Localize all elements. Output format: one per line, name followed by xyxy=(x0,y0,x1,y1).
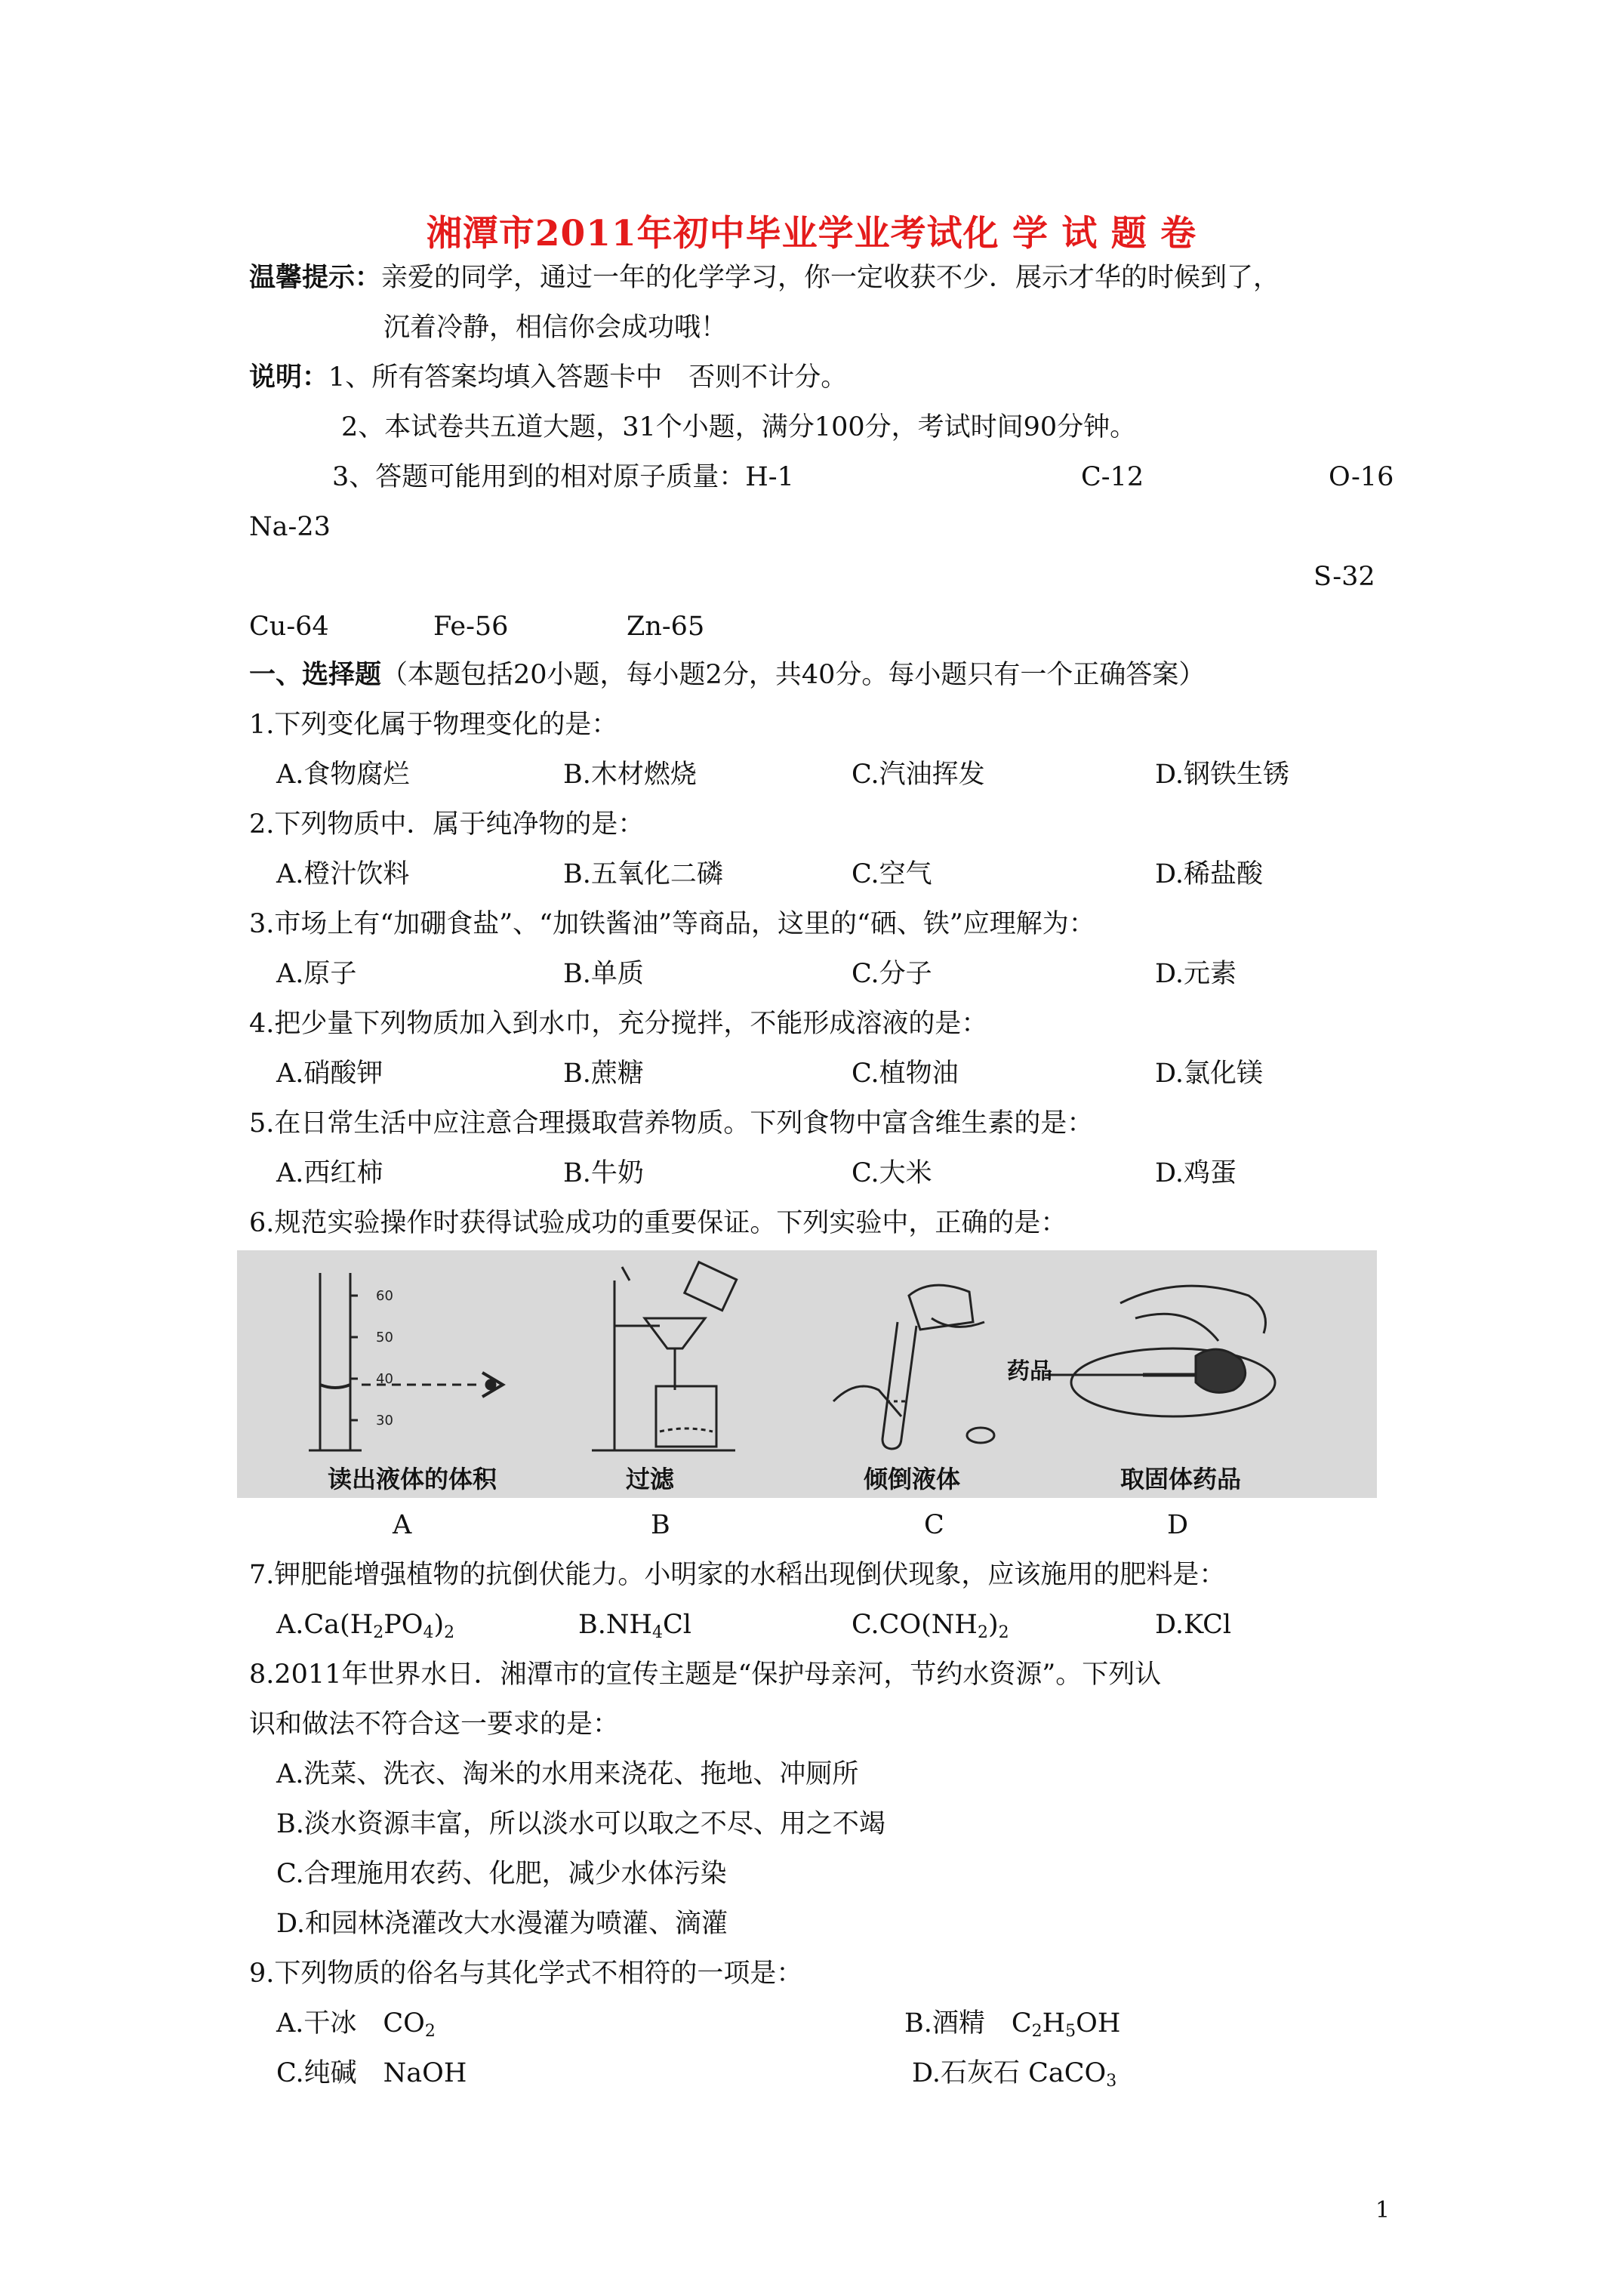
tip-line-2: 沉着冷静，相信你会成功哦！ xyxy=(383,313,728,343)
q2-option-c: C.空气 xyxy=(852,859,932,889)
mass-fe: Fe-56 xyxy=(433,612,509,642)
mass-zn: Zn-65 xyxy=(627,612,705,642)
tick-40: 40 xyxy=(376,1371,393,1387)
tip-label: 温馨提示： xyxy=(249,262,382,293)
q2-option-b: B.五氧化二磷 xyxy=(563,859,723,889)
q3-option-c: C.分子 xyxy=(852,959,932,989)
mass-c: C-12 xyxy=(1081,462,1144,492)
q5-option-a: A.西红柿 xyxy=(276,1158,383,1188)
filtration-illustration xyxy=(592,1262,737,1450)
q7-c-part1: C.CO(NH xyxy=(852,1610,978,1640)
q6-stem: 6.规范实验操作时获得试验成功的重要保证。下列实验中，正确的是： xyxy=(249,1208,1067,1238)
q8-option-a: A.洗菜、洗衣、淘米的水用来浇花、拖地、冲厕所 xyxy=(276,1759,859,1789)
q9-a-sub1: 2 xyxy=(424,2022,436,2041)
caption-d: 取固体药品 xyxy=(1120,1465,1242,1493)
tick-50: 50 xyxy=(376,1330,393,1345)
q6-option-b: B xyxy=(651,1510,670,1540)
q5-option-c: C.大米 xyxy=(852,1158,932,1188)
q3-stem: 3.市场上有“加硼食盐”、“加铁酱油”等商品，这里的“硒、铁”应理解为： xyxy=(249,909,1095,939)
q4-option-c: C.植物油 xyxy=(852,1059,959,1089)
q2-stem: 2.下列物质中．属于纯净物的是： xyxy=(249,809,645,840)
note-3: 3、答题可能用到的相对原子质量：H-1 xyxy=(332,462,794,492)
q7-a-part1: A.Ca(H xyxy=(276,1610,374,1640)
note-1: 1、所有答案均填入答题卡中 否则不计分。 xyxy=(328,362,848,393)
q2-option-d: D.稀盐酸 xyxy=(1155,859,1263,889)
drug-label: 药品 xyxy=(1007,1358,1052,1385)
mass-o: O-16 xyxy=(1329,462,1394,492)
q7-option-b xyxy=(578,1607,691,1651)
q8-stem-1: 8.2011年世界水日．湘潭市的宣传主题是“保护母亲河，节约水资源”。下列认 xyxy=(249,1660,1162,1690)
solid-drug-illustration xyxy=(1045,1286,1275,1416)
q6-option-c: C xyxy=(924,1510,944,1540)
q7-c-sub2: 2 xyxy=(998,1623,1009,1642)
caption-a: 读出液体的体积 xyxy=(328,1465,497,1493)
pouring-illustration xyxy=(833,1285,994,1449)
q3-option-b: B.单质 xyxy=(563,959,644,989)
q7-a-part2: PO xyxy=(383,1610,423,1640)
q8-option-b: B.淡水资源丰富，所以淡水可以取之不尽、用之不竭 xyxy=(276,1809,885,1839)
q5-option-b: B.牛奶 xyxy=(563,1158,644,1188)
q9-b-part2: H xyxy=(1042,2008,1066,2039)
q1-option-a: A.食物腐烂 xyxy=(276,760,410,790)
q7-option-a xyxy=(276,1607,454,1651)
mass-s: S-32 xyxy=(1313,562,1375,592)
note-2: 2、本试卷共五道大题，31个小题，满分100分，考试时间90分钟。 xyxy=(341,412,1137,442)
q8-option-c: C.合理施用农药、化肥，减少水体污染 xyxy=(276,1859,727,1889)
q1-option-b: B.木材燃烧 xyxy=(563,760,697,790)
q5-option-d: D.鸡蛋 xyxy=(1155,1158,1236,1188)
q9-b-sub2: 5 xyxy=(1065,2022,1076,2041)
page-title: 湘潭市2011年初中毕业学业考试化 学 试 题 卷 xyxy=(426,213,1197,254)
q2-option-a: A.橙汁饮料 xyxy=(276,859,410,889)
q7-option-d: D.KCl xyxy=(1155,1610,1232,1640)
q7-a-sub1: 2 xyxy=(373,1623,384,1642)
q1-stem: 1.下列变化属于物理变化的是： xyxy=(249,710,618,740)
q6-option-a: A xyxy=(393,1510,412,1540)
q7-option-c xyxy=(852,1607,1009,1651)
q7-b-sub1: 4 xyxy=(652,1623,663,1642)
tick-60: 60 xyxy=(376,1288,393,1304)
note-label: 说明： xyxy=(249,362,329,393)
q6-option-d: D xyxy=(1167,1510,1189,1540)
q7-a-sub2: 4 xyxy=(423,1623,434,1642)
caption-c: 倾倒液体 xyxy=(864,1465,961,1493)
q8-stem-2: 识和做法不符合这一要求的是： xyxy=(249,1709,620,1740)
q4-option-b: B.蔗糖 xyxy=(563,1059,644,1089)
q9-b-part1: B.酒精 C xyxy=(904,2008,1032,2039)
q4-stem: 4.把少量下列物质加入到水巾，充分搅拌，不能形成溶液的是： xyxy=(249,1009,988,1039)
q9-stem: 9.下列物质的俗名与其化学式不相符的一项是： xyxy=(249,1959,803,1989)
q4-option-d: D.氯化镁 xyxy=(1155,1059,1263,1089)
mass-na: Na-23 xyxy=(249,512,331,542)
q9-b-part3: OH xyxy=(1076,2008,1121,2039)
q7-a-sub3: 2 xyxy=(444,1623,455,1642)
q9-option-c: C.纯碱 NaOH xyxy=(276,2058,467,2088)
q5-stem: 5.在日常生活中应注意合理摄取营养物质。下列食物中富含维生素的是： xyxy=(249,1108,1094,1139)
q9-b-sub1: 2 xyxy=(1031,2022,1042,2041)
q7-stem: 7.钾肥能增强植物的抗倒伏能力。小明家的水稻出现倒伏现象，应该施用的肥料是： xyxy=(249,1560,1226,1590)
caption-b: 过滤 xyxy=(626,1465,675,1493)
q9-option-d xyxy=(912,2055,1116,2100)
q7-c-sub1: 2 xyxy=(977,1623,988,1642)
q7-a-part3: ) xyxy=(433,1610,445,1640)
q8-option-d: D.和园林浇灌改大水漫灌为喷灌、滴灌 xyxy=(276,1909,728,1939)
page-number: 1 xyxy=(1375,2197,1390,2224)
q3-option-d: D.元素 xyxy=(1155,959,1236,989)
note-line-1 xyxy=(249,359,847,396)
section-1-desc: （本题包括20小题，每小题2分，共40分。每小题只有一个正确答案） xyxy=(381,660,1206,690)
q4-option-a: A.硝酸钾 xyxy=(276,1059,383,1089)
q1-option-d: D.钢铁生锈 xyxy=(1155,760,1289,790)
tip-text-1: 亲爱的同学，通过一年的化学学习，你一定收获不少．展示才华的时候到了， xyxy=(381,263,1280,293)
q9-d-sub1: 3 xyxy=(1106,2072,1117,2091)
q9-a-part1: A.干冰 CO xyxy=(276,2008,425,2039)
q1-option-c: C.汽油挥发 xyxy=(852,760,985,790)
tip-line-1 xyxy=(249,260,1280,296)
q7-c-part2: ) xyxy=(987,1610,999,1640)
q7-b-part2: Cl xyxy=(663,1610,691,1640)
mass-cu: Cu-64 xyxy=(249,612,329,642)
q6-lab-figure xyxy=(237,1250,1377,1498)
q3-option-a: A.原子 xyxy=(276,959,357,989)
q7-b-part1: B.NH xyxy=(578,1610,652,1640)
q9-option-a xyxy=(276,2005,436,2050)
q9-d-part1: D.石灰石 CaCO xyxy=(912,2058,1107,2088)
section-1-label: 一、选择题 xyxy=(249,659,382,690)
section-1-heading xyxy=(249,657,1205,693)
cylinder-illustration xyxy=(309,1273,503,1450)
q9-option-b xyxy=(904,2005,1120,2050)
tick-30: 30 xyxy=(376,1413,393,1428)
